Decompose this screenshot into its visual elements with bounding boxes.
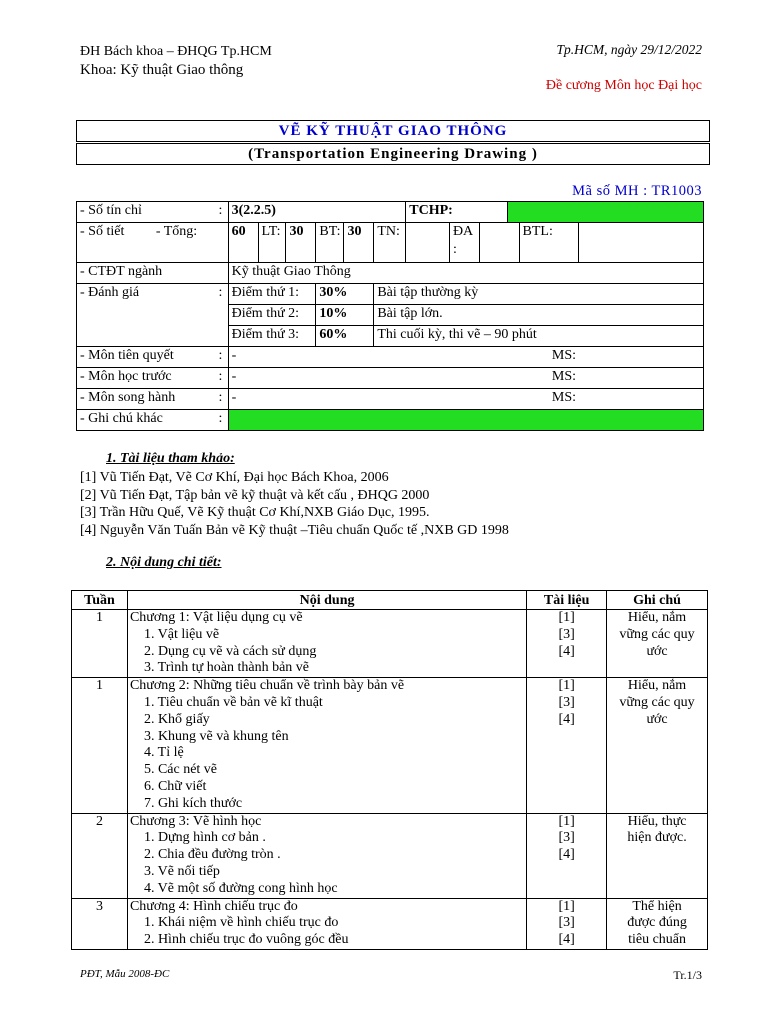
- content-item: 4. Tỉ lệ: [143, 745, 184, 761]
- assess-3-label: Điểm thứ 3:: [228, 326, 316, 347]
- prereq-colon: :: [218, 348, 223, 363]
- tn-value: [406, 223, 450, 263]
- ref-item: [3] Trần Hữu Quế, Vẽ Kỹ thuật Cơ Khí,NXB Giáo Dục, 1995.: [80, 505, 430, 520]
- ref-code: [4]: [558, 643, 575, 659]
- assess-colon: :: [218, 285, 223, 300]
- col-note: Ghi chú: [607, 591, 708, 610]
- ref-code: [3]: [558, 830, 575, 846]
- prior-colon: :: [218, 369, 223, 384]
- doc-type: Đề cương Môn học Đại học: [545, 78, 702, 93]
- bt-label: BT:: [316, 223, 344, 263]
- week-cell: 1: [72, 610, 128, 678]
- btl-label: BTL:: [519, 223, 579, 263]
- header-date: Tp.HCM, ngày 29/12/2022: [556, 42, 702, 57]
- course-info-table: [76, 201, 704, 431]
- note-cell: [607, 898, 708, 949]
- prereq-row: [77, 347, 704, 368]
- content-item: 2. Khổ giấy: [143, 711, 210, 727]
- content-item: 2. Chia đều đường tròn .: [143, 847, 281, 863]
- da-value: [479, 223, 519, 263]
- footer-form-id: PĐT, Mẫu 2008-ĐC: [80, 968, 170, 980]
- assess-1-pct: 30%: [316, 284, 374, 305]
- assess-label: - Đánh giá: [80, 285, 140, 300]
- coreq-colon: :: [218, 390, 223, 405]
- prereq-ms: MS:: [549, 347, 704, 368]
- col-refs: Tài liệu: [527, 591, 607, 610]
- credits-colon: :: [218, 203, 223, 218]
- note-label: - Ghi chú khác: [80, 411, 163, 426]
- credits-label: - Số tín chỉ: [80, 203, 142, 218]
- table-row: [72, 898, 708, 949]
- content-item: 3. Vẽ nối tiếp: [143, 863, 220, 879]
- content-item: 3. Trình tự hoàn thành bản vẽ: [143, 660, 310, 676]
- note-line: Hiểu, nắm: [627, 610, 687, 625]
- note-line: Hiểu, nắm: [627, 678, 687, 694]
- program-label: - CTĐT ngành: [77, 263, 229, 284]
- tchp-value: [507, 202, 703, 223]
- note-cell: [607, 813, 708, 898]
- ref-code: [4]: [558, 711, 575, 727]
- ref-code: [4]: [558, 932, 575, 948]
- bt-value: 30: [344, 223, 374, 263]
- ref-item: [2] Vũ Tiến Đạt, Tập bản vẽ kỹ thuật và kết cấu , ĐHQG 2000: [80, 487, 430, 503]
- ref-code: [1]: [558, 678, 575, 694]
- ref-code: [3]: [558, 694, 575, 710]
- note-line: ước: [646, 643, 668, 659]
- coreq-value: -: [228, 389, 549, 410]
- coreq-row: [77, 389, 704, 410]
- prereq-label: - Môn tiên quyết: [80, 348, 174, 363]
- content-item: 3. Khung vẽ và khung tên: [143, 728, 289, 744]
- note-value: [228, 410, 703, 431]
- content-item: 1. Dựng hình cơ bản .: [143, 830, 266, 846]
- footer-page: Tr.1/3: [673, 968, 702, 982]
- week-cell: 3: [72, 898, 128, 949]
- refs-list: [80, 469, 509, 539]
- header-left: [80, 42, 272, 80]
- prereq-value: -: [228, 347, 549, 368]
- week-cell: 1: [72, 678, 128, 813]
- content-item: 1. Tiêu chuẩn về bản vẽ kĩ thuật: [143, 694, 323, 710]
- refs-cell: [527, 678, 607, 813]
- col-content: Nội dung: [127, 591, 526, 610]
- assess-1-desc: Bài tập thường kỳ: [374, 284, 704, 305]
- assess-2-desc: Bài tập lớn.: [374, 305, 704, 326]
- note-line: vững các quy: [619, 626, 695, 642]
- faculty-name: Khoa: Kỹ thuật Giao thông: [80, 62, 244, 78]
- assess-3-pct: 60%: [316, 326, 374, 347]
- content-cell: [127, 610, 526, 678]
- refs-cell: [527, 898, 607, 949]
- coreq-label: - Môn song hành: [80, 390, 176, 405]
- content-cell: [127, 678, 526, 813]
- assess-2-pct: 10%: [316, 305, 374, 326]
- note-cell: [607, 610, 708, 678]
- tchp-label: TCHP:: [406, 202, 507, 223]
- detail-header-row: [72, 591, 708, 610]
- hours-row: [77, 223, 704, 263]
- table-row: [72, 678, 708, 813]
- note-cell: [607, 678, 708, 813]
- assess-3-desc: Thi cuối kỳ, thi vẽ – 90 phút: [374, 326, 704, 347]
- da-colon: :: [452, 242, 457, 257]
- ref-code: [1]: [558, 813, 575, 829]
- week-cell: 2: [72, 813, 128, 898]
- university-name: ĐH Bách khoa – ĐHQG Tp.HCM: [80, 44, 272, 59]
- content-item: 5. Các nét vẽ: [143, 762, 218, 778]
- content-item: 1. Khái niệm về hình chiếu trục đo: [143, 915, 339, 931]
- total-label: - Tổng:: [155, 224, 198, 239]
- assess-row-1: [77, 284, 704, 305]
- tn-label: TN:: [374, 223, 406, 263]
- table-row: [72, 813, 708, 898]
- refs-cell: [527, 813, 607, 898]
- prior-ms: MS:: [549, 368, 704, 389]
- note-line: tiêu chuẩn: [628, 932, 686, 948]
- content-item: 6. Chữ viết: [143, 778, 207, 794]
- assess-2-label: Điểm thứ 2:: [228, 305, 316, 326]
- note-line: hiện được.: [627, 830, 687, 846]
- assess-row-3: [77, 326, 704, 347]
- ref-code: [1]: [558, 610, 575, 625]
- detail-body: [72, 610, 708, 950]
- prior-label: - Môn học trước: [80, 369, 172, 384]
- course-title-en: (Transportation Engineering Drawing ): [76, 143, 710, 165]
- content-cell: [127, 898, 526, 949]
- da-label: ĐA: [452, 224, 474, 239]
- refs-heading: 1. Tài liệu tham khảo:: [106, 451, 235, 466]
- chapter-title: Chương 3: Vẽ hình học: [129, 813, 262, 829]
- note-line: Thể hiện: [632, 898, 682, 914]
- chapter-title: Chương 4: Hình chiếu trục đo: [129, 898, 298, 914]
- chapter-title: Chương 1: Vật liệu dụng cụ vẽ: [129, 610, 303, 625]
- content-item: 2. Dụng cụ vẽ và cách sử dụng: [143, 643, 317, 659]
- table-row: [72, 610, 708, 678]
- ref-item: [4] Nguyễn Văn Tuấn Bản vẽ Kỹ thuật –Tiêu chuẩn Quốc tế ,NXB GD 1998: [80, 522, 509, 538]
- note-line: ước: [646, 711, 668, 727]
- ref-item: [1] Vũ Tiến Đạt, Vẽ Cơ Khí, Đại học Bách Khoa, 2006: [80, 470, 389, 485]
- total-value: 60: [228, 223, 258, 263]
- note-colon: :: [218, 411, 223, 426]
- content-cell: [127, 813, 526, 898]
- course-code: Mã số MH : TR1003: [572, 183, 702, 199]
- ref-code: [3]: [558, 915, 575, 931]
- note-line: vững các quy: [619, 694, 695, 710]
- note-row: [77, 410, 704, 431]
- btl-value: [579, 223, 704, 263]
- assess-1-label: Điểm thứ 1:: [228, 284, 316, 305]
- col-week: Tuần: [72, 591, 128, 610]
- ref-code: [4]: [558, 847, 575, 863]
- content-item: 4. Vẽ một số đường cong hình học: [143, 880, 338, 896]
- ref-code: [3]: [558, 626, 575, 642]
- course-title-vn: VẼ KỸ THUẬT GIAO THÔNG: [76, 120, 710, 142]
- content-item: 2. Hình chiếu trục đo vuông góc đều: [143, 932, 349, 948]
- lt-value: 30: [286, 223, 316, 263]
- hours-label: - Số tiết: [80, 224, 125, 239]
- coreq-ms: MS:: [549, 389, 704, 410]
- lt-label: LT:: [258, 223, 286, 263]
- program-value: Kỹ thuật Giao Thông: [228, 263, 703, 284]
- detail-table: [71, 590, 708, 950]
- ref-code: [1]: [558, 898, 575, 914]
- note-line: được đúng: [627, 915, 687, 931]
- content-item: 1. Vật liệu vẽ: [143, 626, 220, 642]
- credits-row: [77, 202, 704, 223]
- prior-row: [77, 368, 704, 389]
- note-line: Hiểu, thực: [627, 813, 687, 829]
- prior-value: -: [228, 368, 549, 389]
- refs-cell: [527, 610, 607, 678]
- chapter-title: Chương 2: Những tiêu chuẩn về trình bày bản vẽ: [129, 678, 405, 694]
- credits-value: 3(2.2.5): [228, 202, 406, 223]
- assess-row-2: [77, 305, 704, 326]
- content-item: 7. Ghi kích thước: [143, 795, 243, 811]
- detail-heading: 2. Nội dung chi tiết:: [106, 555, 222, 570]
- program-row: [77, 263, 704, 284]
